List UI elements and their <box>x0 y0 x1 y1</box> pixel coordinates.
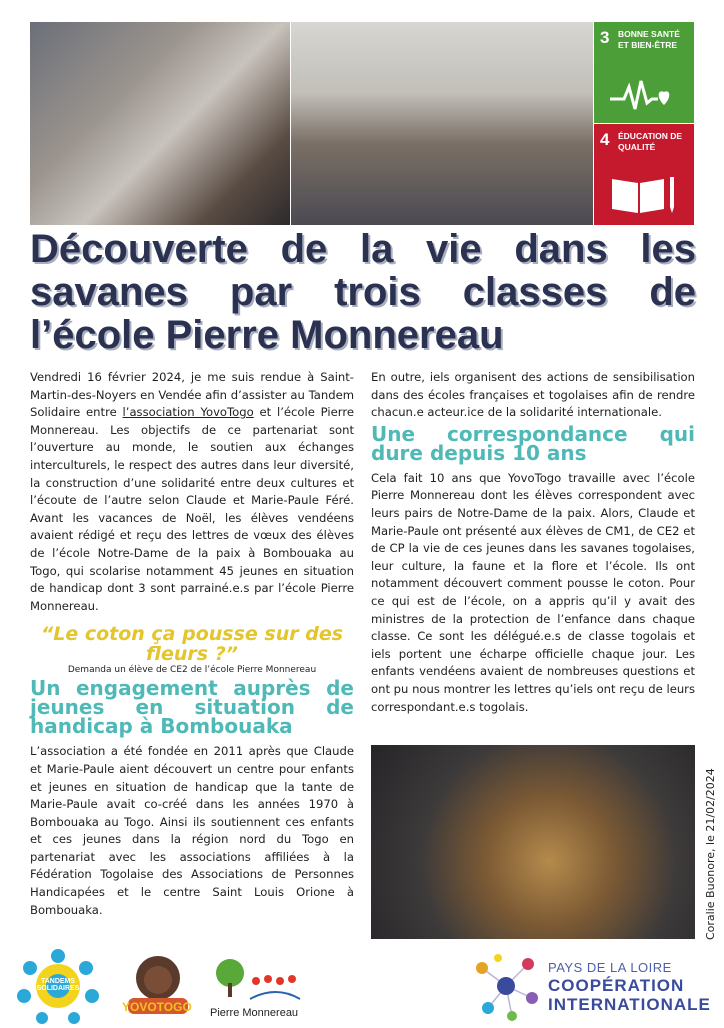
region-cooperation-logo <box>468 948 720 1024</box>
photo-cotton-hands <box>30 22 290 225</box>
correspondence-paragraph: Cela fait 10 ans que YovoTogo travaille avec l’école Pierre Monnereau dont les élèves correspondent avec leurs pairs de Notre-Dame de la paix. Alors, Claude et Marie-Paule ont présenté aux élèves de CM1, de CE2 et de CP la vie de ces jeunes dans les savanes togolaises, leur culture, la faune et la flore et l’école. Ils ont notamment découvert comment pousse le coton. Pour ce qui est de l’école, on a appris qu’il y avait des ministres de la protection de l’enfance dans chaque classe. Ce sont les délégué.e.s de classe togolais et iels portent une écharpe officielle chaque jour. Les enfants vendéens avaient de nombreuses questions et ont pu nous montrer les lettres qu’iels ont reçu de leurs correspondant.e.s togolais. <box>371 470 695 714</box>
tandems-solidaires-logo <box>4 948 112 1024</box>
left-column <box>30 369 354 919</box>
photo-classroom <box>291 22 593 225</box>
engagement-paragraph: L’association a été fondée en 2011 après que Claude et Marie-Paule aient découvert un centre pour enfants et jeunes en situation de handicap que la tante de Marie-Paule avait co-créé dans les années 1970 à Bombouaka au Togo. Ainsi ils soutiennent ces enfants et ces jeunes dans la région nord du Togo en partenariat avec les associations affiliées à la Fédération Togolaise des Associations de Personnes Handicapées et le centre Saint Louis Orione à Bombouaka. <box>30 744 354 917</box>
book-pen-icon <box>608 173 680 217</box>
sdg-4-badge <box>594 124 694 225</box>
region-cooperation-word: COOPÉRATION <box>548 976 685 995</box>
sdg-number: 3 <box>600 28 610 47</box>
section-heading-engagement: Un engagement auprès de jeunes en situation de handicap à Bombouaka <box>30 676 354 739</box>
intro-text-continued: et l’école Pierre Monnereau. Les objectifs de ce partenariat sont l’ouverture au monde, le soutien aux échanges interculturels, le respect des autres dans leur diversité, la construction d’une solidarité entre deux cultures et l’écoute de l’autre selon Claude et Marie-Paule Féré. Avant les vacances de Noël, les élèves vendéens avaient rédigé et reçu des lettres de vœux des élèves de l’école Notre-Dame de la paix à Bombouaka au Togo, qui scolarise notamment 45 jeunes en situation de handicap dont 3 sont parrainé.e.s par l’école Pierre Monnereau. <box>30 405 354 613</box>
intro-text: Vendredi 16 février 2024, je me suis rendue à Saint-Martin-des-Noyers en Vendée afin d’assister au Tandem Solidaire entre <box>30 370 354 420</box>
right-column <box>371 369 695 716</box>
school-logo <box>206 955 302 1021</box>
tandems-logo-text: TANDEMS SOLIDAIRES <box>36 978 80 992</box>
photo-children-hands <box>371 745 695 939</box>
sdg-title: ÉDUCATION DE QUALITÉ <box>618 131 683 152</box>
region-international-word: INTERNATIONALE <box>548 995 711 1014</box>
region-name: PAYS DE LA LOIRE <box>548 960 672 975</box>
awareness-paragraph: En outre, iels organisent des actions de sensibilisation dans des écoles françaises et togolaises afin de rendre chacun.e acteur.ice de la solidarité internationale. <box>371 370 695 420</box>
intro-paragraph <box>30 369 354 615</box>
sdg-title: BONNE SANTÉ ET BIEN-ÊTRE <box>618 29 680 50</box>
sdg-3-badge <box>594 22 694 123</box>
section-heading-correspondence: Une correspondance qui dure depuis 10 ans <box>371 421 695 465</box>
association-link[interactable]: l’association YovoTogo <box>122 405 254 420</box>
article-title: Découverte de la vie dans les savanes par trois classes de l’école Pierre Monnereau <box>30 227 696 357</box>
sdg-number: 4 <box>600 130 610 149</box>
author-credit: Coralie Buonore, le 21/02/2024 <box>704 768 717 940</box>
tree-people-icon <box>206 955 302 1005</box>
yovotogo-logo <box>114 948 202 1024</box>
network-dots-icon <box>468 948 544 1024</box>
heartbeat-icon <box>608 75 680 115</box>
quote-caption: Demanda un élève de CE2 de l’école Pierre Monnereau <box>67 665 317 676</box>
school-logo-text: Pierre Monnereau <box>210 1007 299 1019</box>
yovotogo-logo-text: YOVOTOGO <box>122 1000 192 1014</box>
pull-quote: “Le coton ça pousse sur des fleurs ?” <box>40 623 344 666</box>
